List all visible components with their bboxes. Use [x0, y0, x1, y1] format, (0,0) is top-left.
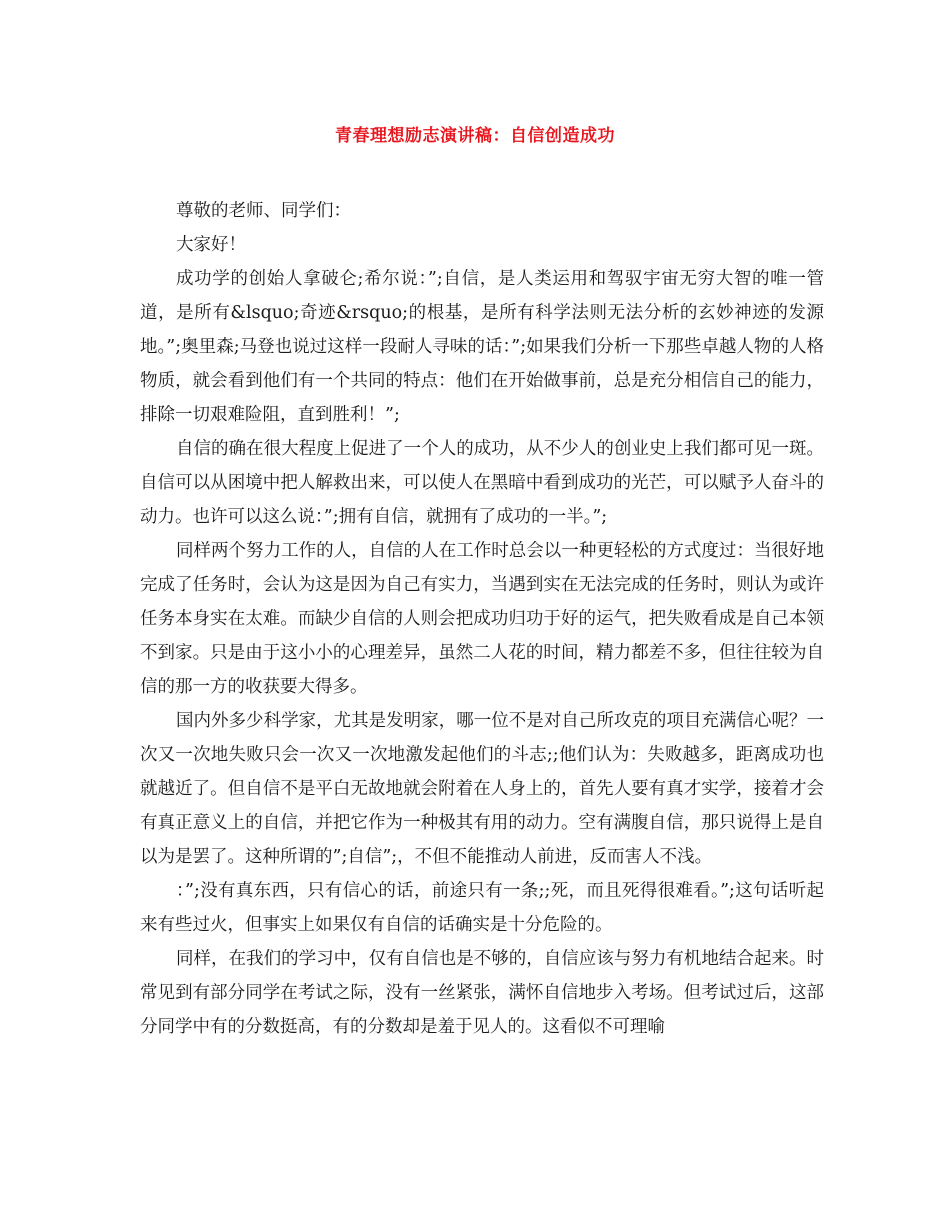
document-title: 青春理想励志演讲稿：自信创造成功 [335, 126, 615, 146]
paragraph: 同样两个努力工作的人，自信的人在工作时总会以一种更轻松的方式度过：当很好地完成了任务时，会认为这是因为自己有实力，当遇到实在无法完成的任务时，则认为或许任务本身实在太难。而缺少自信的人则会把成功归功于好的运气，把失败看成是自己本领不到家。只是由于这小小的心理差异，虽然二人花的时间，精力都差不多，但往往较为自信的那一方的收获要大得多。 [140, 541, 824, 697]
document-body [140, 194, 824, 1044]
paragraph-greeting: 尊敬的老师、同学们： [176, 201, 351, 221]
paragraph: 国内外多少科学家，尤其是发明家，哪一位不是对自己所攻克的项目充满信心呢？一次又一次地失败只会一次又一次地激发起他们的斗志;;他们认为：失败越多，距离成功也就越近了。但自信不是平白无故地就会附着在人身上的，首先人要有真才实学，接着才会有真正意义上的自信，并把它作为一种极其有用的动力。空有满腹自信，那只说得上是自以为是罢了。这种所谓的”;自信”;，不但不能推动人前进，反而害人不浅。 [140, 711, 824, 867]
paragraph: 成功学的创始人拿破仑;希尔说：”;自信，是人类运用和驾驭宇宙无穷大智的唯一管道，是所有&lsquo;奇迹&rsquo;的根基，是所有科学法则无法分析的玄妙神迹的发源地。”;奥里森;马登也说过这样一段耐人寻味的话：”;如果我们分析一下那些卓越人物的人格物质，就会看到他们有一个共同的特点：他们在开始做事前，总是充分相信自己的能力，排除一切艰难险阻，直到胜利！”; [140, 269, 824, 425]
paragraph: 同样，在我们的学习中，仅有自信也是不够的，自信应该与努力有机地结合起来。时常见到有部分同学在考试之际，没有一丝紧张，满怀自信地步入考场。但考试过后，这部分同学中有的分数挺高，有的分数却是羞于见人的。这看似不可理喻 [140, 949, 824, 1037]
paragraph: 自信的确在很大程度上促进了一个人的成功，从不少人的创业史上我们都可见一斑。自信可以从困境中把人解救出来，可以使人在黑暗中看到成功的光芒，可以赋予人奋斗的动力。也许可以这么说：”;拥有自信，就拥有了成功的一半。”; [140, 439, 824, 527]
paragraph-salutation: 大家好！ [176, 235, 246, 255]
paragraph: ：”;没有真东西，只有信心的话，前途只有一条;;死，而且死得很难看。”;这句话听起来有些过火，但事实上如果仅有自信的话确实是十分危险的。 [140, 881, 824, 935]
